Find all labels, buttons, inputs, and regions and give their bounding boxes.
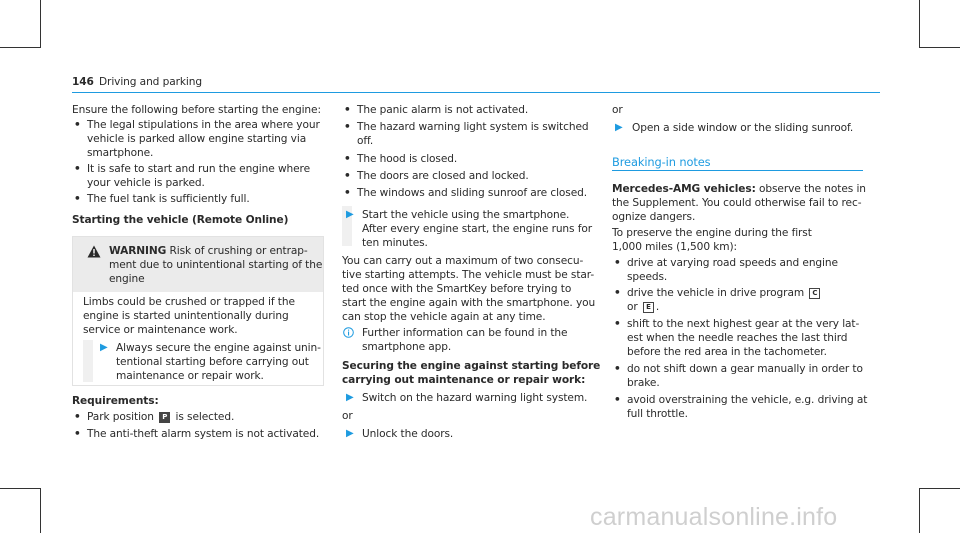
crop-mark xyxy=(919,488,920,533)
crop-mark xyxy=(40,0,41,48)
action-arrow-icon: ▶ xyxy=(615,122,623,133)
req-text: Park position xyxy=(87,411,154,423)
watermark: carmanualsonline.info xyxy=(590,503,838,531)
list-item-line: off. xyxy=(357,135,374,147)
page-number: 146 xyxy=(72,76,94,88)
paragraph-line: You can carry out a maximum of two consecu- xyxy=(342,255,584,267)
warning-box xyxy=(72,236,324,386)
intro-text: Ensure the following before starting the engine: xyxy=(72,104,321,116)
info-icon xyxy=(343,327,354,338)
subheading-line: Securing the engine against starting before xyxy=(342,360,601,372)
list-item: • avoid overstraining the vehicle, e.g. driving at xyxy=(627,393,867,407)
list-item: • The doors are closed and locked. xyxy=(357,169,529,183)
warning-body-line: engine is started unintentionally during xyxy=(83,310,289,322)
list-item: • drive at varying road speeds and engine xyxy=(627,256,838,270)
action-arrow-icon: ▶ xyxy=(346,392,354,403)
paragraph-line: 1,000 miles (1,500 km): xyxy=(612,241,737,253)
action-step-line: ten minutes. xyxy=(362,237,428,249)
warning-body-line: Limbs could be crushed or trapped if the xyxy=(83,296,295,308)
comfort-program-icon: C xyxy=(809,288,820,299)
warning-triangle-icon xyxy=(87,245,101,258)
list-item xyxy=(627,286,822,300)
crop-mark xyxy=(919,47,960,48)
list-item: • shift to the next highest gear at the very lat- xyxy=(627,317,859,331)
warning-title xyxy=(109,244,308,258)
crop-mark xyxy=(919,488,960,489)
info-line: smartphone app. xyxy=(362,341,452,353)
warning-action-line: maintenance or repair work. xyxy=(116,370,264,382)
crop-mark xyxy=(40,488,41,533)
list-item-line: full throttle. xyxy=(627,408,688,420)
paragraph-line: To preserve the engine during the first xyxy=(612,227,812,239)
list-item-line: before the red area in the tachometer. xyxy=(627,346,827,358)
subheading-line: carrying out maintenance or repair work: xyxy=(342,374,586,386)
heading-rule xyxy=(612,170,863,171)
list-item-line: vehicle is parked allow engine starting via xyxy=(87,133,307,145)
action-step-line: Switch on the hazard warning light system. xyxy=(362,392,588,404)
amg-label: Mercedes-AMG vehicles: xyxy=(612,183,756,195)
action-arrow-icon: ▶ xyxy=(346,428,354,439)
crop-mark xyxy=(919,0,920,48)
warning-action-line: Always secure the engine against unin- xyxy=(116,342,321,354)
crop-mark xyxy=(0,47,40,48)
warning-line: ment due to unintentional starting of the xyxy=(109,259,323,271)
list-text: . xyxy=(655,301,660,313)
list-item-line: est when the needle reaches the last third xyxy=(627,332,848,344)
amg-text: observe the notes in xyxy=(759,183,866,195)
list-item: • do not shift down a gear manually in order to xyxy=(627,362,863,376)
info-line: Further information can be found in the xyxy=(362,327,568,339)
section-heading: Breaking-in notes xyxy=(612,155,711,169)
list-item: • The windows and sliding sunroof are closed. xyxy=(357,186,587,200)
paragraph-line xyxy=(612,182,866,196)
section-heading: Starting the vehicle (Remote Online) xyxy=(72,214,289,226)
list-item: • The panic alarm is not activated. xyxy=(357,103,528,117)
or-text: or xyxy=(612,104,623,116)
header-rule xyxy=(72,92,880,93)
paragraph-line: tive starting attempts. The vehicle must be star- xyxy=(342,269,595,281)
list-item-line xyxy=(627,300,659,314)
list-text: or xyxy=(627,301,638,313)
list-item: • The anti-theft alarm system is not activated. xyxy=(87,427,319,441)
list-item: • The hazard warning light system is switched xyxy=(357,120,588,134)
warning-line: engine xyxy=(109,273,145,285)
paragraph-line: ted once with the SmartKey before trying to xyxy=(342,283,572,295)
paragraph-line: ognize dangers. xyxy=(612,211,696,223)
warning-label: WARNING xyxy=(109,245,167,257)
list-item xyxy=(87,410,234,424)
action-step-line: Start the vehicle using the smartphone. xyxy=(362,209,570,221)
list-item: • The legal stipulations in the area where your xyxy=(87,118,320,132)
park-gear-icon: P xyxy=(159,412,170,423)
list-item-line: speeds. xyxy=(627,271,668,283)
warning-line: Risk of crushing or entrap- xyxy=(169,245,308,257)
action-bar xyxy=(83,340,93,382)
or-text: or xyxy=(342,410,353,422)
list-item-line: smartphone. xyxy=(87,147,154,159)
action-step-line: Unlock the doors. xyxy=(362,428,454,440)
action-step-line: Open a side window or the sliding sunroof. xyxy=(632,122,854,134)
list-item-line: brake. xyxy=(627,377,660,389)
list-item: • The fuel tank is sufficiently full. xyxy=(87,192,250,206)
eco-program-icon: E xyxy=(643,302,654,313)
paragraph-line: can stop the vehicle again at any time. xyxy=(342,311,546,323)
list-text: drive the vehicle in drive program xyxy=(627,287,805,299)
paragraph-line: start the engine again with the smartphone. you xyxy=(342,297,596,309)
action-arrow-icon: ▶ xyxy=(100,342,108,353)
warning-action-line: tentional starting before carrying out xyxy=(116,356,309,368)
list-item: • It is safe to start and run the engine where xyxy=(87,162,310,176)
section-title: Driving and parking xyxy=(99,76,202,88)
paragraph-line: the Supplement. You could otherwise fail to rec- xyxy=(612,197,862,209)
warning-body-line: service or maintenance work. xyxy=(83,324,238,336)
req-text: is selected. xyxy=(175,411,235,423)
requirements-heading: Requirements: xyxy=(72,395,159,407)
crop-mark xyxy=(0,488,40,489)
list-item: • The hood is closed. xyxy=(357,152,457,166)
list-item-line: your vehicle is parked. xyxy=(87,177,205,189)
action-arrow-icon: ▶ xyxy=(346,209,354,220)
action-step-line: After every engine start, the engine runs for xyxy=(362,223,593,235)
